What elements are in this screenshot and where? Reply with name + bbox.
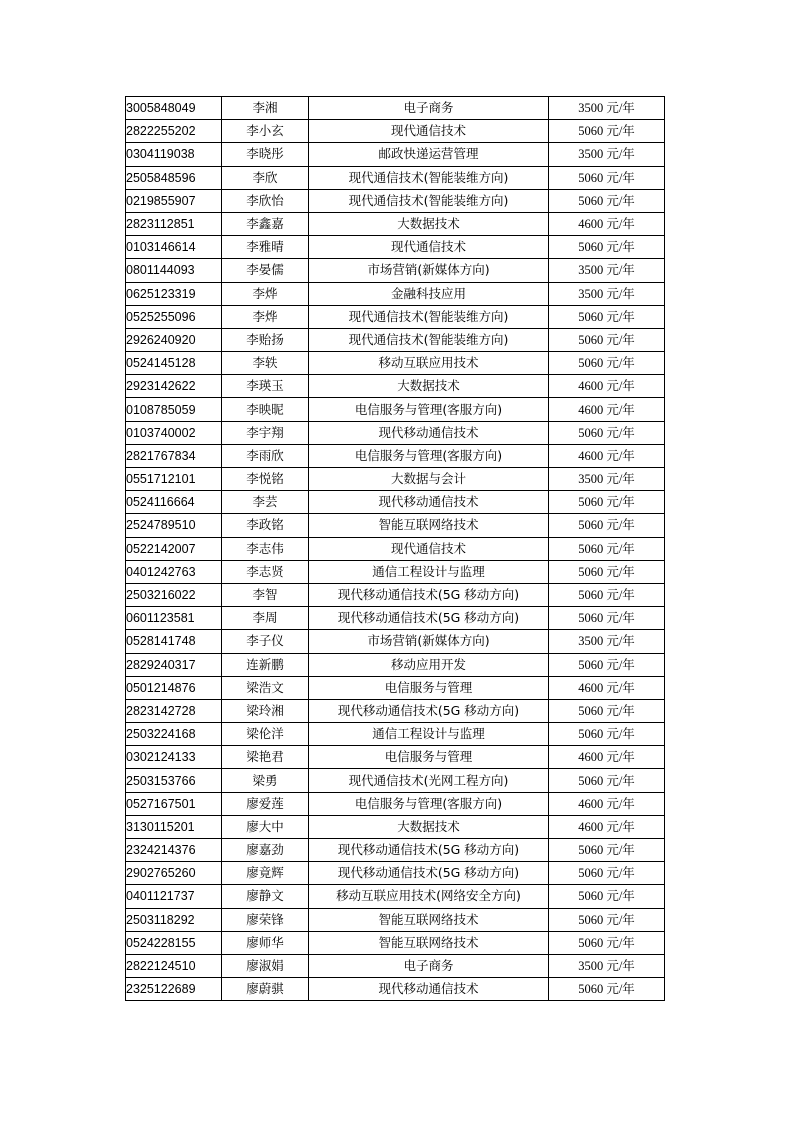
tuition-fee-cell: 3500 元/年 — [549, 954, 665, 977]
table-row — [126, 792, 665, 815]
table-row — [126, 166, 665, 189]
table-row — [126, 514, 665, 537]
table-row — [126, 375, 665, 398]
tuition-fee-cell: 4600 元/年 — [549, 792, 665, 815]
major-cell: 现代移动通信技术(5G 移动方向) — [309, 862, 549, 885]
major-cell: 邮政快递运营管理 — [309, 143, 549, 166]
student-fee-table — [125, 96, 665, 1001]
major-cell: 大数据与会计 — [309, 468, 549, 491]
tuition-fee-cell: 4600 元/年 — [549, 375, 665, 398]
table-row — [126, 607, 665, 630]
table-body — [126, 97, 665, 1001]
student-id-cell: 0103146614 — [126, 236, 222, 259]
student-id-cell: 0501214876 — [126, 676, 222, 699]
tuition-fee-cell: 5060 元/年 — [549, 862, 665, 885]
major-cell: 市场营销(新媒体方向) — [309, 259, 549, 282]
student-id-cell: 2325122689 — [126, 978, 222, 1001]
major-cell: 电子商务 — [309, 954, 549, 977]
tuition-fee-cell: 5060 元/年 — [549, 514, 665, 537]
major-cell: 智能互联网络技术 — [309, 908, 549, 931]
student-name-cell: 李欣 — [222, 166, 309, 189]
student-id-cell: 0302124133 — [126, 746, 222, 769]
major-cell: 现代移动通信技术 — [309, 491, 549, 514]
tuition-fee-cell: 3500 元/年 — [549, 282, 665, 305]
table-row — [126, 189, 665, 212]
student-id-cell: 2829240317 — [126, 653, 222, 676]
student-id-cell: 2926240920 — [126, 328, 222, 351]
student-name-cell: 李烨 — [222, 282, 309, 305]
tuition-fee-cell: 4600 元/年 — [549, 676, 665, 699]
major-cell: 电信服务与管理(客服方向) — [309, 792, 549, 815]
student-name-cell: 梁伦洋 — [222, 723, 309, 746]
table-row — [126, 954, 665, 977]
student-name-cell: 李贻扬 — [222, 328, 309, 351]
student-id-cell: 0108785059 — [126, 398, 222, 421]
tuition-fee-cell: 5060 元/年 — [549, 653, 665, 676]
student-id-cell: 0551712101 — [126, 468, 222, 491]
student-id-cell: 2503224168 — [126, 723, 222, 746]
table-row — [126, 97, 665, 120]
table-row — [126, 723, 665, 746]
major-cell: 现代通信技术(光网工程方向) — [309, 769, 549, 792]
student-name-cell: 李芸 — [222, 491, 309, 514]
student-id-cell: 0625123319 — [126, 282, 222, 305]
major-cell: 现代通信技术(智能装维方向) — [309, 328, 549, 351]
tuition-fee-cell: 5060 元/年 — [549, 537, 665, 560]
student-id-cell: 2823142728 — [126, 699, 222, 722]
major-cell: 电信服务与管理 — [309, 676, 549, 699]
student-id-cell: 2923142622 — [126, 375, 222, 398]
major-cell: 现代通信技术(智能装维方向) — [309, 166, 549, 189]
table-row — [126, 282, 665, 305]
student-id-cell: 0401242763 — [126, 560, 222, 583]
major-cell: 现代移动通信技术(5G 移动方向) — [309, 607, 549, 630]
student-name-cell: 廖大中 — [222, 815, 309, 838]
major-cell: 电子商务 — [309, 97, 549, 120]
student-id-cell: 0219855907 — [126, 189, 222, 212]
major-cell: 智能互联网络技术 — [309, 514, 549, 537]
tuition-fee-cell: 5060 元/年 — [549, 560, 665, 583]
major-cell: 大数据技术 — [309, 375, 549, 398]
major-cell: 电信服务与管理(客服方向) — [309, 444, 549, 467]
tuition-fee-cell: 3500 元/年 — [549, 97, 665, 120]
table-row — [126, 908, 665, 931]
student-name-cell: 李子仪 — [222, 630, 309, 653]
table-row — [126, 769, 665, 792]
major-cell: 金融科技应用 — [309, 282, 549, 305]
student-id-cell: 0103740002 — [126, 421, 222, 444]
major-cell: 电信服务与管理(客服方向) — [309, 398, 549, 421]
student-id-cell: 0528141748 — [126, 630, 222, 653]
tuition-fee-cell: 4600 元/年 — [549, 815, 665, 838]
major-cell: 现代移动通信技术(5G 移动方向) — [309, 583, 549, 606]
student-name-cell: 廖竟辉 — [222, 862, 309, 885]
major-cell: 现代通信技术 — [309, 120, 549, 143]
student-name-cell: 廖蔚骐 — [222, 978, 309, 1001]
tuition-fee-cell: 3500 元/年 — [549, 143, 665, 166]
table-row — [126, 537, 665, 560]
table-row — [126, 398, 665, 421]
student-name-cell: 李轶 — [222, 352, 309, 375]
major-cell: 通信工程设计与监理 — [309, 723, 549, 746]
table-row — [126, 885, 665, 908]
tuition-fee-cell: 5060 元/年 — [549, 328, 665, 351]
table-row — [126, 583, 665, 606]
table-row — [126, 491, 665, 514]
major-cell: 智能互联网络技术 — [309, 931, 549, 954]
student-name-cell: 梁艳君 — [222, 746, 309, 769]
table-row — [126, 305, 665, 328]
student-name-cell: 梁勇 — [222, 769, 309, 792]
major-cell: 现代移动通信技术(5G 移动方向) — [309, 699, 549, 722]
table-row — [126, 143, 665, 166]
tuition-fee-cell: 5060 元/年 — [549, 607, 665, 630]
tuition-fee-cell: 3500 元/年 — [549, 259, 665, 282]
table-row — [126, 328, 665, 351]
table-row — [126, 839, 665, 862]
student-id-cell: 0601123581 — [126, 607, 222, 630]
tuition-fee-cell: 4600 元/年 — [549, 212, 665, 235]
student-id-cell: 0524145128 — [126, 352, 222, 375]
table-row — [126, 560, 665, 583]
major-cell: 现代移动通信技术 — [309, 978, 549, 1001]
student-name-cell: 廖荣锋 — [222, 908, 309, 931]
student-name-cell: 李雅晴 — [222, 236, 309, 259]
tuition-fee-cell: 5060 元/年 — [549, 839, 665, 862]
table-row — [126, 653, 665, 676]
table-row — [126, 630, 665, 653]
student-name-cell: 李周 — [222, 607, 309, 630]
tuition-fee-cell: 5060 元/年 — [549, 769, 665, 792]
student-name-cell: 李湘 — [222, 97, 309, 120]
student-id-cell: 2821767834 — [126, 444, 222, 467]
tuition-fee-cell: 5060 元/年 — [549, 583, 665, 606]
tuition-fee-cell: 5060 元/年 — [549, 908, 665, 931]
tuition-fee-cell: 5060 元/年 — [549, 120, 665, 143]
table-row — [126, 699, 665, 722]
tuition-fee-cell: 5060 元/年 — [549, 352, 665, 375]
major-cell: 市场营销(新媒体方向) — [309, 630, 549, 653]
major-cell: 电信服务与管理 — [309, 746, 549, 769]
student-name-cell: 李志伟 — [222, 537, 309, 560]
student-id-cell: 2503118292 — [126, 908, 222, 931]
student-id-cell: 2505848596 — [126, 166, 222, 189]
major-cell: 移动互联应用技术(网络安全方向) — [309, 885, 549, 908]
student-id-cell: 0524228155 — [126, 931, 222, 954]
major-cell: 通信工程设计与监理 — [309, 560, 549, 583]
major-cell: 现代移动通信技术 — [309, 421, 549, 444]
student-name-cell: 李智 — [222, 583, 309, 606]
student-id-cell: 2524789510 — [126, 514, 222, 537]
student-id-cell: 0304119038 — [126, 143, 222, 166]
table-row — [126, 421, 665, 444]
student-id-cell: 0522142007 — [126, 537, 222, 560]
tuition-fee-cell: 5060 元/年 — [549, 723, 665, 746]
table-row — [126, 676, 665, 699]
student-id-cell: 2823112851 — [126, 212, 222, 235]
student-name-cell: 梁浩文 — [222, 676, 309, 699]
student-name-cell: 李瑛玉 — [222, 375, 309, 398]
tuition-fee-cell: 4600 元/年 — [549, 444, 665, 467]
student-id-cell: 3005848049 — [126, 97, 222, 120]
major-cell: 现代通信技术 — [309, 537, 549, 560]
tuition-fee-cell: 5060 元/年 — [549, 978, 665, 1001]
table-row — [126, 862, 665, 885]
major-cell: 现代通信技术 — [309, 236, 549, 259]
student-name-cell: 李雨欣 — [222, 444, 309, 467]
table-row — [126, 931, 665, 954]
table-row — [126, 978, 665, 1001]
tuition-fee-cell: 4600 元/年 — [549, 746, 665, 769]
major-cell: 现代移动通信技术(5G 移动方向) — [309, 839, 549, 862]
student-id-cell: 0527167501 — [126, 792, 222, 815]
student-name-cell: 李小玄 — [222, 120, 309, 143]
student-name-cell: 廖淑娟 — [222, 954, 309, 977]
tuition-fee-cell: 4600 元/年 — [549, 398, 665, 421]
tuition-fee-cell: 5060 元/年 — [549, 491, 665, 514]
table-row — [126, 815, 665, 838]
student-id-cell: 2324214376 — [126, 839, 222, 862]
tuition-fee-cell: 5060 元/年 — [549, 189, 665, 212]
table-row — [126, 444, 665, 467]
student-name-cell: 廖嘉劲 — [222, 839, 309, 862]
table-row — [126, 236, 665, 259]
tuition-fee-cell: 5060 元/年 — [549, 236, 665, 259]
student-id-cell: 0525255096 — [126, 305, 222, 328]
tuition-fee-cell: 5060 元/年 — [549, 421, 665, 444]
student-id-cell: 0801144093 — [126, 259, 222, 282]
student-id-cell: 2503153766 — [126, 769, 222, 792]
tuition-fee-cell: 5060 元/年 — [549, 699, 665, 722]
student-name-cell: 李政铭 — [222, 514, 309, 537]
student-name-cell: 李欣怡 — [222, 189, 309, 212]
table-row — [126, 212, 665, 235]
table-row — [126, 259, 665, 282]
student-id-cell: 2822255202 — [126, 120, 222, 143]
major-cell: 移动应用开发 — [309, 653, 549, 676]
student-id-cell: 0524116664 — [126, 491, 222, 514]
student-name-cell: 李鑫嘉 — [222, 212, 309, 235]
major-cell: 现代通信技术(智能装维方向) — [309, 189, 549, 212]
tuition-fee-cell: 5060 元/年 — [549, 305, 665, 328]
student-id-cell: 2902765260 — [126, 862, 222, 885]
tuition-fee-cell: 5060 元/年 — [549, 931, 665, 954]
student-id-cell: 2503216022 — [126, 583, 222, 606]
table-row — [126, 746, 665, 769]
major-cell: 大数据技术 — [309, 815, 549, 838]
table-row — [126, 468, 665, 491]
student-name-cell: 李宇翔 — [222, 421, 309, 444]
student-name-cell: 李晓彤 — [222, 143, 309, 166]
tuition-fee-cell: 5060 元/年 — [549, 166, 665, 189]
tuition-fee-cell: 3500 元/年 — [549, 630, 665, 653]
student-name-cell: 李悦铭 — [222, 468, 309, 491]
student-name-cell: 李映昵 — [222, 398, 309, 421]
major-cell: 移动互联应用技术 — [309, 352, 549, 375]
table-row — [126, 120, 665, 143]
student-name-cell: 廖爱莲 — [222, 792, 309, 815]
student-name-cell: 李志贤 — [222, 560, 309, 583]
student-name-cell: 李晏儒 — [222, 259, 309, 282]
major-cell: 现代通信技术(智能装维方向) — [309, 305, 549, 328]
student-name-cell: 梁玲湘 — [222, 699, 309, 722]
student-id-cell: 0401121737 — [126, 885, 222, 908]
student-name-cell: 廖静文 — [222, 885, 309, 908]
student-id-cell: 2822124510 — [126, 954, 222, 977]
student-name-cell: 连新鹏 — [222, 653, 309, 676]
tuition-fee-cell: 5060 元/年 — [549, 885, 665, 908]
major-cell: 大数据技术 — [309, 212, 549, 235]
table-row — [126, 352, 665, 375]
tuition-fee-cell: 3500 元/年 — [549, 468, 665, 491]
student-id-cell: 3130115201 — [126, 815, 222, 838]
student-name-cell: 李烨 — [222, 305, 309, 328]
student-name-cell: 廖师华 — [222, 931, 309, 954]
